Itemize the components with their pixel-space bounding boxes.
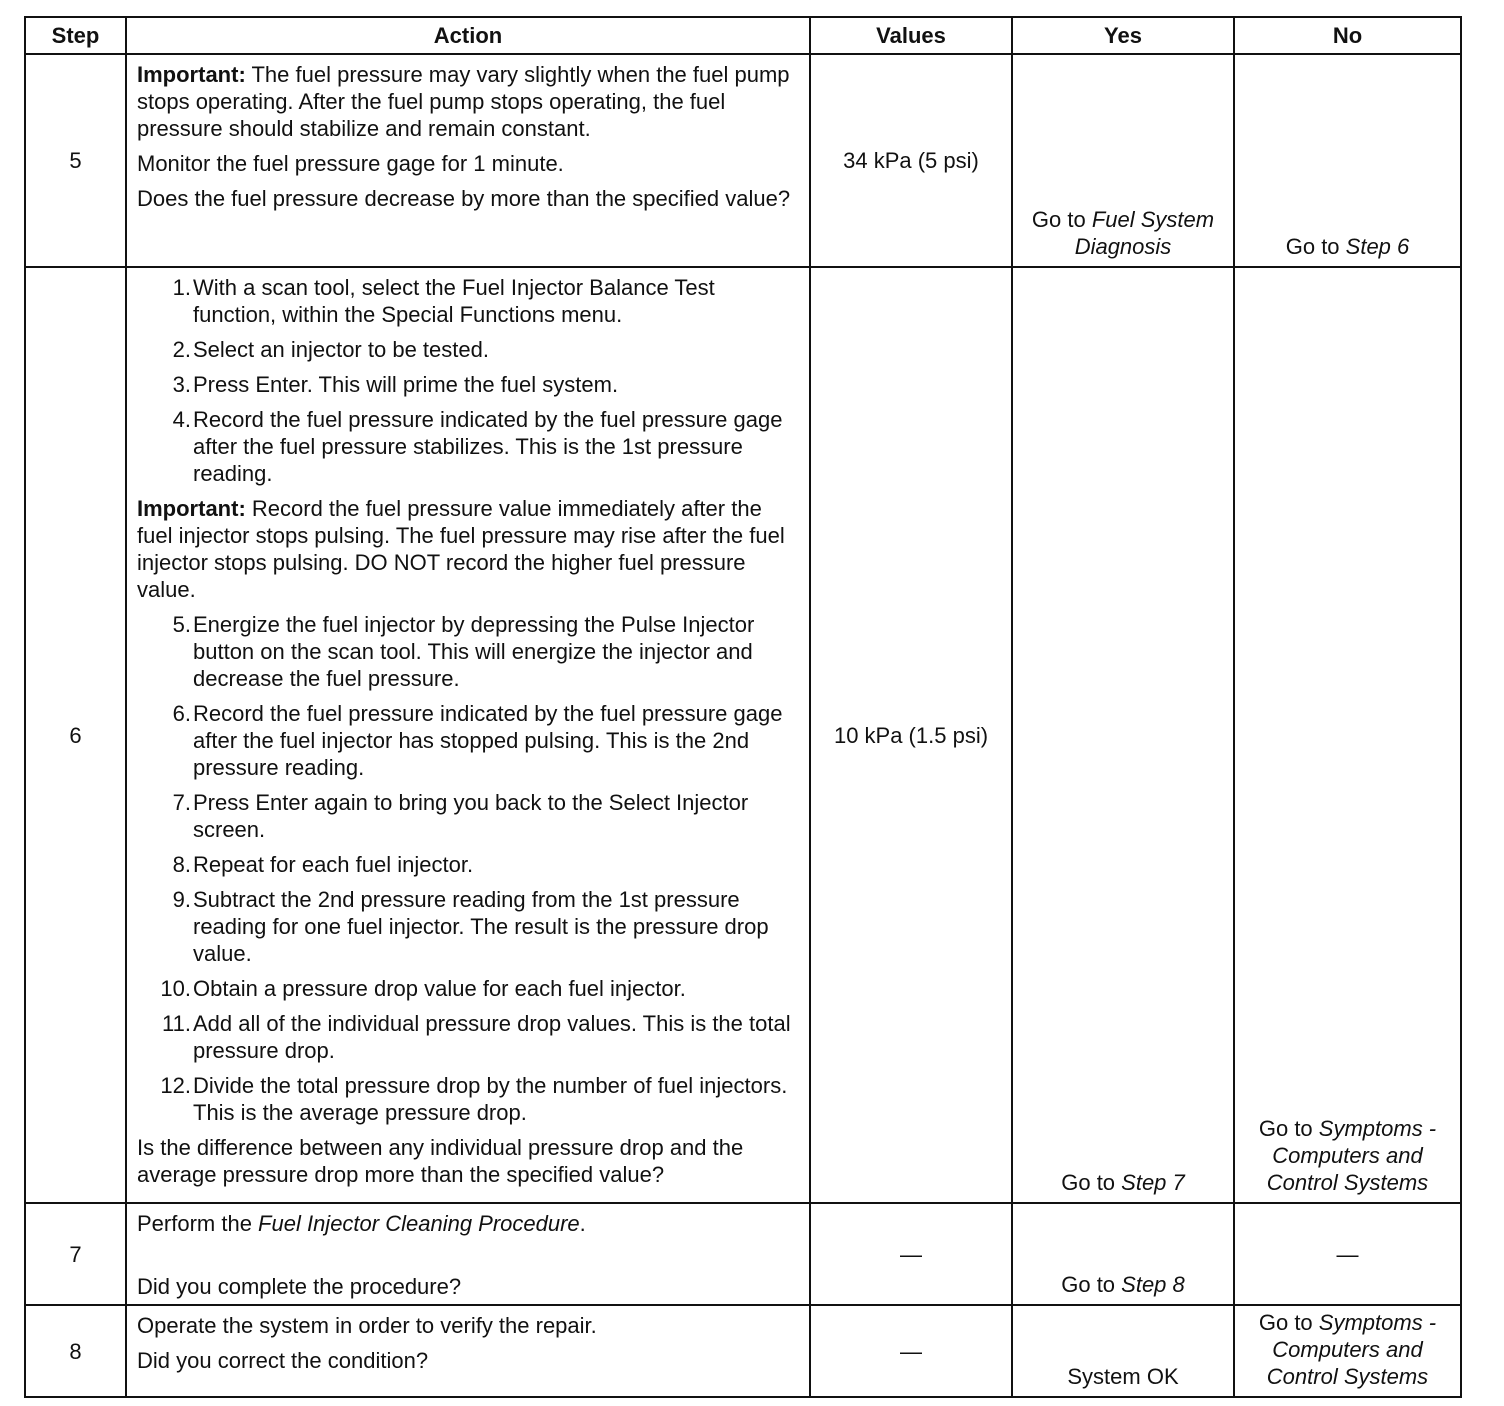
action-cell xyxy=(126,1203,810,1305)
list-item: 8. Repeat for each fuel injector. xyxy=(172,852,474,877)
yes-cell xyxy=(1012,267,1234,1203)
list-item: 12. Divide the total pressure drop by the number of fuel injectors. This is the average pressure drop. xyxy=(160,1073,788,1125)
important-note xyxy=(137,61,799,142)
action-cell xyxy=(126,1305,810,1397)
yes-link[interactable]: Step 8 xyxy=(1121,1272,1185,1297)
action-text: Perform the Fuel Injector Cleaning Procedure. xyxy=(137,1211,586,1236)
important-label: Important: xyxy=(137,62,246,87)
list-item: 2. Select an injector to be tested. xyxy=(172,337,489,362)
action-cell xyxy=(126,267,810,1203)
important-note xyxy=(137,495,799,603)
list-item: 1. With a scan tool, select the Fuel Injector Balance Test function, within the Special Functions menu. xyxy=(172,275,715,327)
yes-prefix: Go to xyxy=(1031,207,1092,232)
yes-link[interactable]: Fuel System Diagnosis xyxy=(1074,207,1215,259)
step-number: 5 xyxy=(25,54,126,267)
yes-text: System OK xyxy=(1067,1364,1179,1389)
action-question: Is the difference between any individual pressure drop and the average pressure drop more than the specified value? xyxy=(137,1135,744,1187)
action-question: Did you complete the procedure? xyxy=(137,1274,462,1299)
yes-link[interactable]: Step 7 xyxy=(1121,1170,1185,1195)
action-cell xyxy=(126,54,810,267)
list-item: 5. Energize the fuel injector by depressing the Pulse Injector button on the scan tool. This will energize the injector and decrease the fuel pressure. xyxy=(172,612,755,691)
yes-prefix: Go to xyxy=(1061,1272,1122,1297)
list-item: 10. Obtain a pressure drop value for each fuel injector. xyxy=(160,976,686,1001)
header-values: Values xyxy=(810,17,1012,54)
important-label: Important: xyxy=(137,496,246,521)
header-yes: Yes xyxy=(1012,17,1234,54)
step-number: 6 xyxy=(25,267,126,1203)
important-text: The fuel pressure may vary slightly when the fuel pump stops operating. After the fuel pump stops operating, the fuel pressure should stabilize and remain constant. xyxy=(137,62,790,141)
action-text: Monitor the fuel pressure gage for 1 minute. xyxy=(137,151,564,176)
header-action: Action xyxy=(126,17,810,54)
procedure-link[interactable]: Fuel Injector Cleaning Procedure xyxy=(258,1211,580,1236)
header-row xyxy=(25,17,1461,54)
list-item: 9. Subtract the 2nd pressure reading from the 1st pressure reading for one fuel injector. The result is the pressure drop value. xyxy=(172,887,769,966)
value-cell: — xyxy=(810,1203,1012,1305)
procedure-list-b xyxy=(137,611,799,1126)
table-row xyxy=(25,54,1461,267)
step-number: 7 xyxy=(25,1203,126,1305)
list-item: 7. Press Enter again to bring you back to the Select Injector screen. xyxy=(172,790,749,842)
header-step: Step xyxy=(25,17,126,54)
procedure-list-a xyxy=(137,274,799,487)
yes-prefix: Go to xyxy=(1061,1170,1122,1195)
no-cell: — xyxy=(1234,1203,1461,1305)
action-question: Did you correct the condition? xyxy=(137,1348,429,1373)
no-prefix: Go to xyxy=(1285,234,1346,259)
no-cell xyxy=(1234,1305,1461,1397)
action-text: Operate the system in order to verify the repair. xyxy=(137,1313,597,1338)
no-cell xyxy=(1234,267,1461,1203)
list-item: 4. Record the fuel pressure indicated by the fuel pressure gage after the fuel pressure stabilizes. This is the 1st pressure reading. xyxy=(172,407,783,486)
value-cell: 10 kPa (1.5 psi) xyxy=(810,267,1012,1203)
value-cell: 34 kPa (5 psi) xyxy=(810,54,1012,267)
yes-cell xyxy=(1012,54,1234,267)
table-row xyxy=(25,1203,1461,1305)
yes-cell xyxy=(1012,1305,1234,1397)
no-link[interactable]: Symptoms -Computers and Control Systems xyxy=(1266,1116,1437,1195)
no-link[interactable]: Symptoms -Computers and Control Systems xyxy=(1266,1310,1437,1389)
table-row xyxy=(25,1305,1461,1397)
no-link[interactable]: Step 6 xyxy=(1345,234,1410,259)
step-number: 8 xyxy=(25,1305,126,1397)
list-item: 11. Add all of the individual pressure drop values. This is the total pressure drop. xyxy=(162,1011,791,1063)
important-text: Record the fuel pressure value immediately after the fuel injector stops pulsing. The fuel pressure may rise after the fuel injector stops pulsing. DO NOT record the higher fuel pressure value. xyxy=(137,496,785,602)
no-prefix: Go to xyxy=(1258,1310,1319,1335)
yes-cell xyxy=(1012,1203,1234,1305)
no-prefix: Go to xyxy=(1258,1116,1319,1141)
list-item: 3. Press Enter. This will prime the fuel system. xyxy=(172,372,619,397)
table-row xyxy=(25,267,1461,1203)
no-cell xyxy=(1234,54,1461,267)
diagnostic-table xyxy=(24,16,1462,1398)
list-item: 6. Record the fuel pressure indicated by the fuel pressure gage after the fuel injector has stopped pulsing. This is the 2nd pressure reading. xyxy=(172,701,783,780)
value-cell: — xyxy=(810,1305,1012,1397)
header-no: No xyxy=(1234,17,1461,54)
action-question: Does the fuel pressure decrease by more than the specified value? xyxy=(137,186,791,211)
